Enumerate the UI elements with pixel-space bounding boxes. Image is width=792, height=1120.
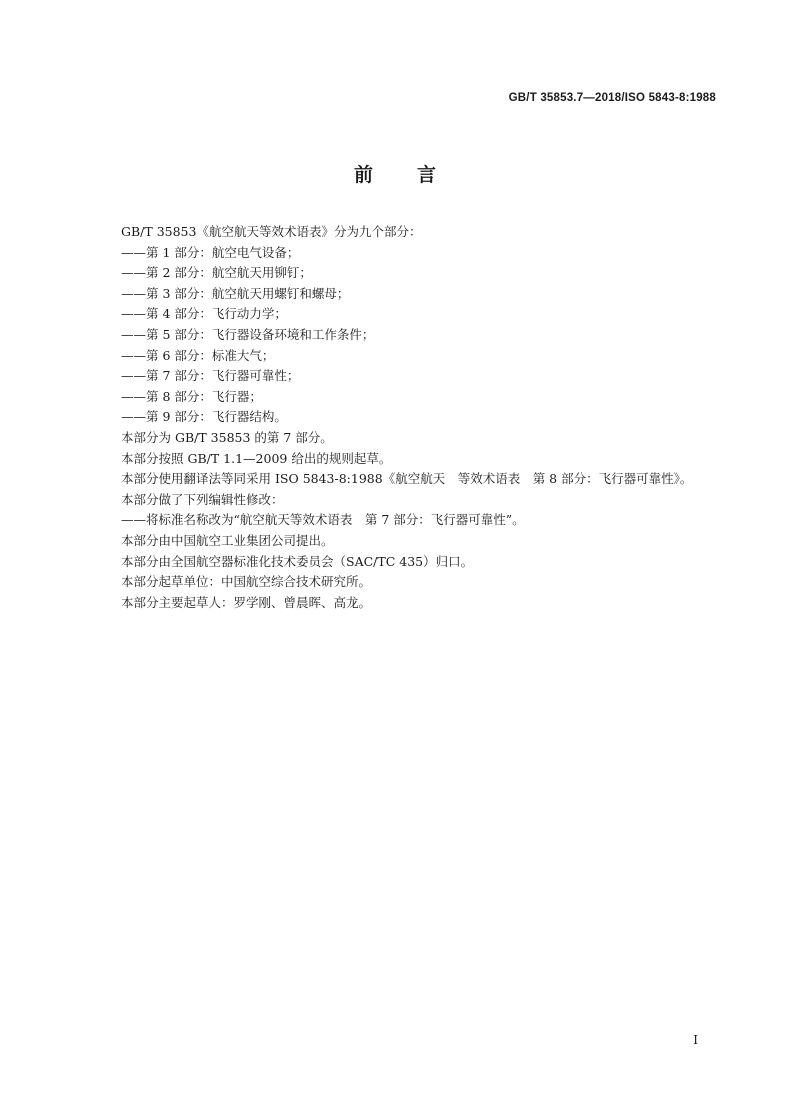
part-list-item-1: ——第 1 部分：航空电气设备；	[121, 244, 300, 260]
proposer-statement: 本部分由中国航空工业集团公司提出。	[121, 532, 334, 548]
page-number: I	[693, 1033, 698, 1047]
intro-paragraph: GB/T 35853《航空航天等效术语表》分为九个部分：	[121, 224, 422, 239]
editorial-changes-intro: 本部分做了下列编辑性修改：	[121, 491, 284, 507]
editorial-change-item: ——将标准名称改为“航空航天等效术语表 第 7 部分：飞行器可靠性”。	[121, 512, 525, 528]
drafters: 本部分主要起草人：罗学刚、曾晨晖、高龙。	[121, 594, 372, 610]
standard-number: GB/T 35853.7—2018/ISO 5843-8:1988	[508, 92, 716, 104]
title-char-1: 前	[353, 164, 375, 186]
foreword-body	[96, 222, 720, 613]
part-list-item-3: ——第 3 部分：航空航天用螺钉和螺母；	[121, 285, 350, 301]
part-list-item-5: ——第 5 部分：飞行器设备环境和工作条件；	[121, 326, 375, 342]
part-list-item-6: ——第 6 部分：标准大气；	[121, 347, 275, 363]
part-list-item-8: ——第 8 部分：飞行器；	[121, 388, 262, 404]
page-title	[0, 160, 792, 187]
part-list-item-9: ——第 9 部分：飞行器结构。	[121, 409, 287, 425]
adoption-statement: 本部分使用翻译法等同采用 ISO 5843-8:1988《航空航天 等效术语表 第 8 部分：飞行器可靠性》。	[121, 471, 693, 487]
part-list-item-4: ——第 4 部分：飞行动力学；	[121, 306, 287, 322]
drafting-rules-statement: 本部分按照 GB/T 1.1—2009 给出的规则起草。	[121, 450, 392, 466]
part-list-item-2: ——第 2 部分：航空航天用铆钉；	[121, 265, 312, 281]
drafting-organization: 本部分起草单位：中国航空综合技术研究所。	[121, 574, 372, 590]
committee-statement: 本部分由全国航空器标准化技术委员会（SAC/TC 435）归口。	[121, 553, 474, 569]
title-char-2: 言	[417, 164, 439, 186]
part-list-item-7: ——第 7 部分：飞行器可靠性；	[121, 368, 300, 384]
part-statement: 本部分为 GB/T 35853 的第 7 部分。	[121, 429, 333, 445]
